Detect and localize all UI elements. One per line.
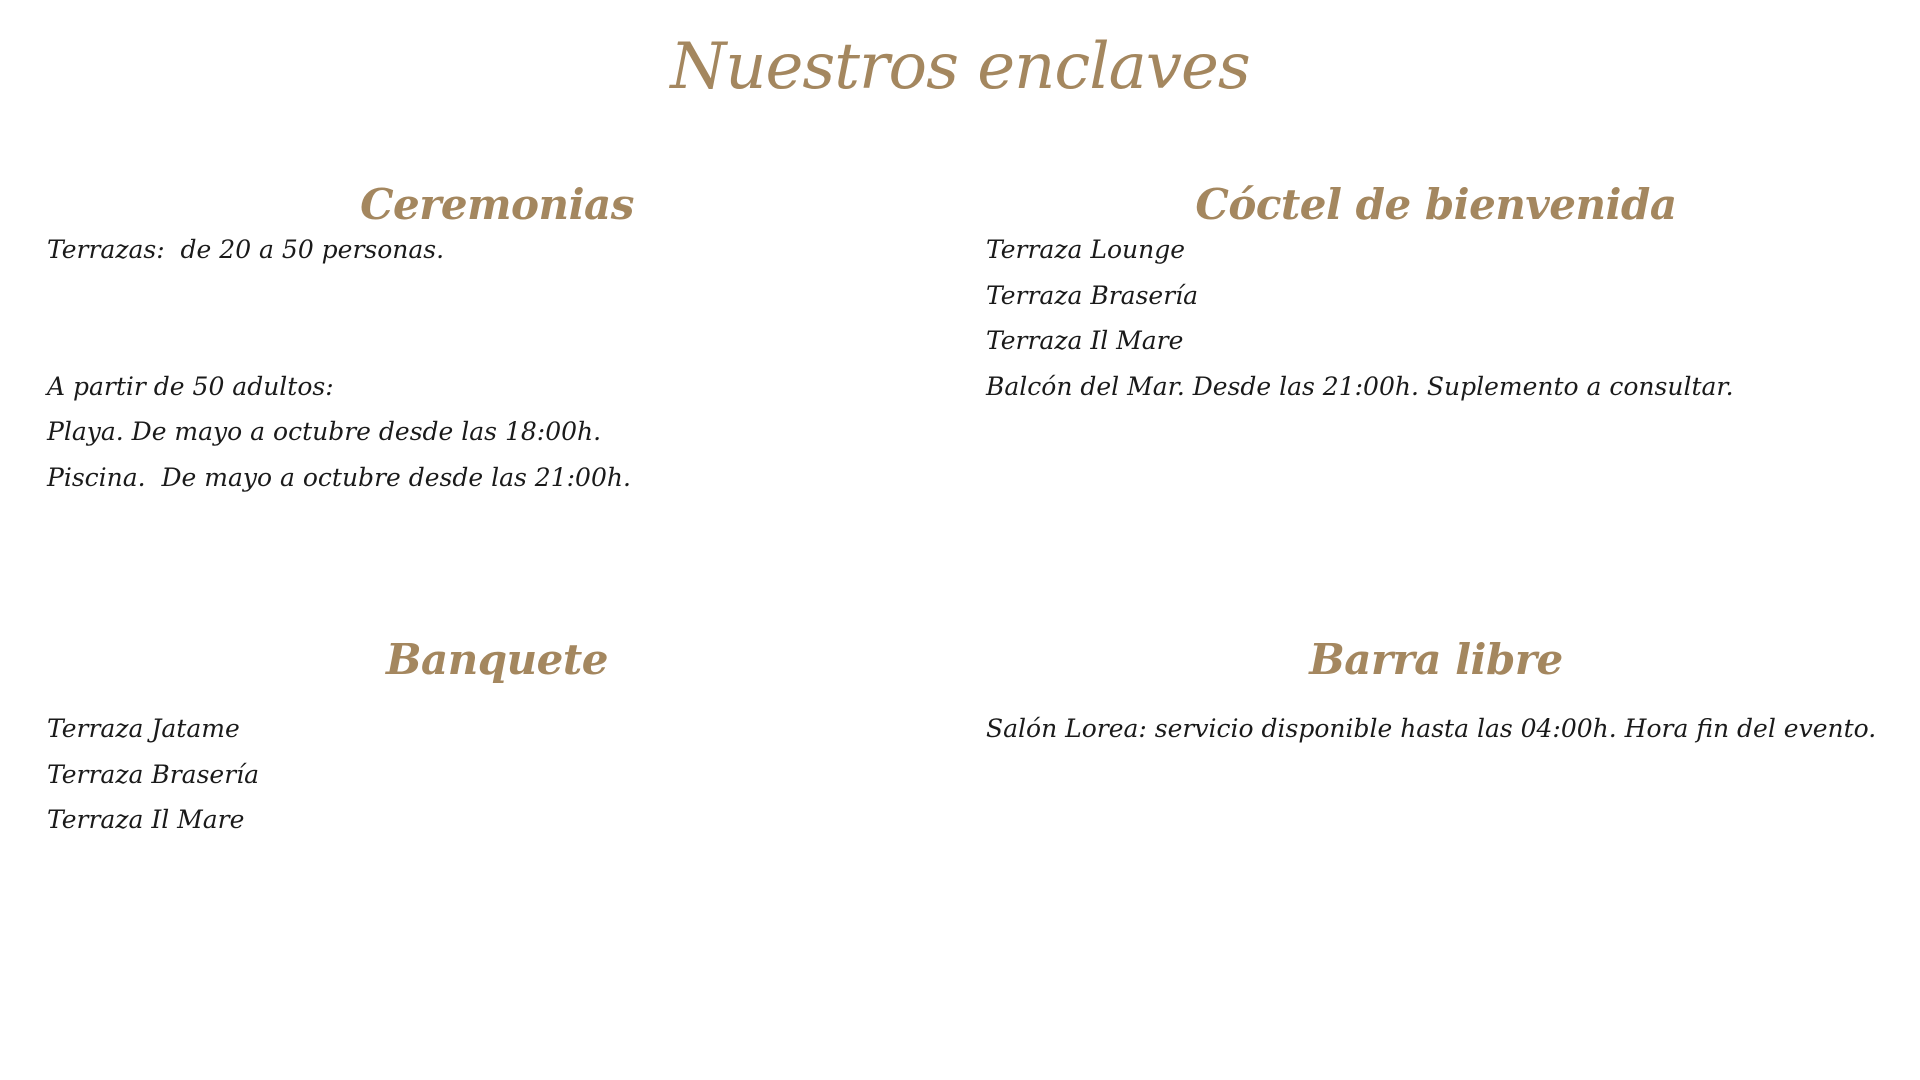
section-ceremonias bbox=[47, 175, 947, 500]
section-title-barra: Barra libre bbox=[1309, 635, 1563, 684]
section-body-ceremonias bbox=[47, 227, 947, 500]
text-line: Playa. De mayo a octubre desde las 18:00h. bbox=[47, 417, 602, 446]
blank-line bbox=[47, 318, 947, 364]
section-body-barra bbox=[986, 706, 1886, 752]
text-line: Terrazas: de 20 a 50 personas. bbox=[47, 235, 445, 264]
section-coctel bbox=[986, 175, 1886, 409]
section-title-ceremonias: Ceremonias bbox=[360, 180, 634, 229]
section-title-banquete: Banquete bbox=[386, 635, 608, 684]
text-line: Terraza Brasería bbox=[986, 280, 1199, 310]
text-line: Terraza Lounge bbox=[986, 235, 1186, 264]
blank-line bbox=[47, 273, 947, 319]
section-body-coctel bbox=[986, 227, 1886, 409]
section-barra bbox=[986, 630, 1886, 752]
text-line: A partir de 50 adultos: bbox=[47, 371, 334, 401]
section-body-banquete bbox=[47, 706, 947, 843]
text-line: Piscina. De mayo a octubre desde las 21:00h. bbox=[47, 462, 631, 492]
text-line: Terraza Jatame bbox=[47, 714, 240, 743]
text-line: Terraza Brasería bbox=[47, 759, 260, 789]
text-line: Salón Lorea: servicio disponible hasta las 04:00h. Hora fin del evento. bbox=[986, 714, 1877, 743]
section-banquete bbox=[47, 630, 947, 843]
text-line: Terraza Il Mare bbox=[986, 326, 1184, 355]
section-title-coctel: Cóctel de bienvenida bbox=[1195, 180, 1677, 229]
page-title: Nuestros enclaves bbox=[670, 30, 1250, 104]
text-line: Terraza Il Mare bbox=[47, 805, 245, 834]
text-line: Balcón del Mar. Desde las 21:00h. Suplemento a consultar. bbox=[986, 371, 1734, 401]
